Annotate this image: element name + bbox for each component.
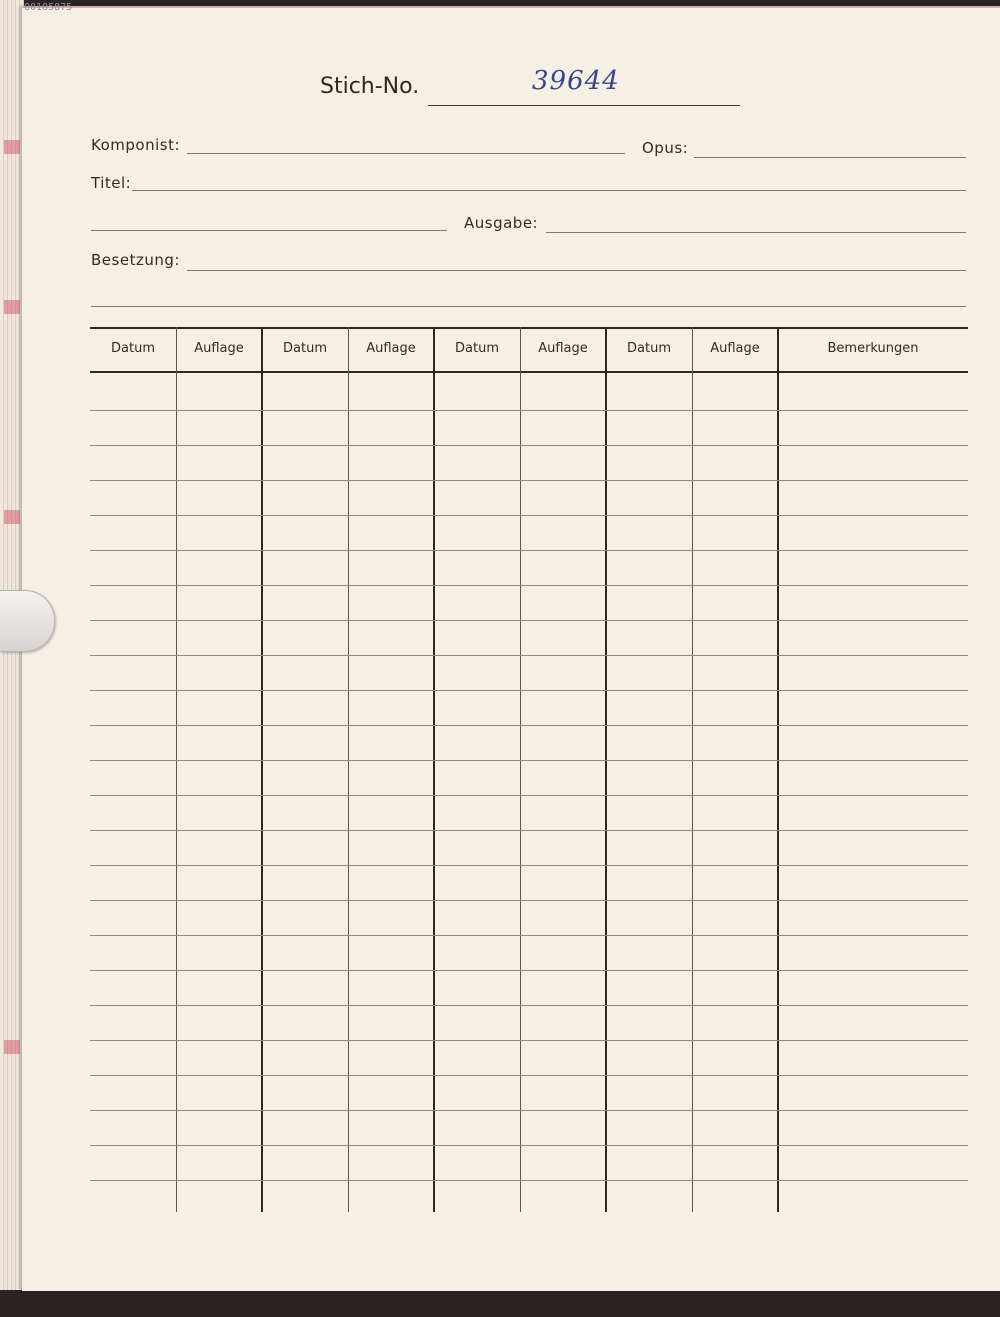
column-divider bbox=[520, 327, 521, 1212]
column-group-divider bbox=[605, 327, 607, 1212]
table-row[interactable] bbox=[90, 970, 968, 971]
stich-no-row bbox=[320, 66, 740, 108]
opus-label: Opus: bbox=[642, 139, 689, 157]
table-row[interactable] bbox=[90, 690, 968, 691]
table-row[interactable] bbox=[90, 410, 968, 411]
stich-no-value[interactable]: 39644 bbox=[532, 66, 620, 96]
column-group-divider bbox=[777, 327, 779, 1212]
table-row[interactable] bbox=[90, 830, 968, 831]
corner-stamp: 00105875 bbox=[24, 2, 73, 13]
column-divider bbox=[176, 327, 177, 1212]
besetzung-label: Besetzung: bbox=[91, 251, 180, 269]
index-card bbox=[22, 2, 1000, 1291]
column-divider bbox=[348, 327, 349, 1212]
titel-label: Titel: bbox=[91, 174, 132, 192]
table-row[interactable] bbox=[90, 445, 968, 446]
ausgabe-label: Ausgabe: bbox=[464, 214, 539, 232]
table-row[interactable] bbox=[90, 620, 968, 621]
table-top-rule bbox=[90, 327, 968, 329]
binding-red-mark bbox=[4, 300, 20, 314]
ausgabe-line[interactable] bbox=[546, 232, 966, 233]
table-row[interactable] bbox=[90, 795, 968, 796]
table-header-rule bbox=[90, 371, 968, 373]
table-row[interactable] bbox=[90, 1145, 968, 1146]
table-row[interactable] bbox=[90, 1005, 968, 1006]
table-row[interactable] bbox=[90, 480, 968, 481]
table-row[interactable] bbox=[90, 515, 968, 516]
column-header-bemerkungen: Bemerkungen bbox=[827, 341, 919, 356]
table-row[interactable] bbox=[90, 1180, 968, 1181]
column-header-datum: Datum bbox=[111, 341, 155, 356]
column-header-datum: Datum bbox=[627, 341, 671, 356]
table-row[interactable] bbox=[90, 725, 968, 726]
table-row[interactable] bbox=[90, 585, 968, 586]
column-divider bbox=[692, 327, 693, 1212]
column-group-divider bbox=[433, 327, 435, 1212]
table-row[interactable] bbox=[90, 760, 968, 761]
table-row[interactable] bbox=[90, 935, 968, 936]
table-row[interactable] bbox=[90, 655, 968, 656]
komponist-line[interactable] bbox=[187, 153, 625, 154]
stich-no-label: Stich-No. bbox=[320, 74, 420, 99]
binding-red-mark bbox=[4, 510, 20, 524]
binding-red-mark bbox=[4, 140, 20, 154]
besetzung-line[interactable] bbox=[187, 270, 966, 271]
column-header-datum: Datum bbox=[455, 341, 499, 356]
column-header-auflage: Auflage bbox=[538, 341, 588, 356]
column-header-datum: Datum bbox=[283, 341, 327, 356]
titel-line-2[interactable] bbox=[91, 230, 447, 231]
besetzung-line-2[interactable] bbox=[91, 306, 966, 307]
column-header-auflage: Auflage bbox=[194, 341, 244, 356]
titel-line[interactable] bbox=[132, 190, 966, 191]
table-row[interactable] bbox=[90, 865, 968, 866]
table-row[interactable] bbox=[90, 550, 968, 551]
table-row[interactable] bbox=[90, 1075, 968, 1076]
opus-line[interactable] bbox=[694, 157, 966, 158]
table-row[interactable] bbox=[90, 1110, 968, 1111]
table-row[interactable] bbox=[90, 900, 968, 901]
binding-red-mark bbox=[4, 1040, 20, 1054]
stich-no-line bbox=[428, 105, 740, 106]
column-group-divider bbox=[261, 327, 263, 1212]
print-run-table bbox=[90, 327, 968, 1217]
column-header-auflage: Auflage bbox=[710, 341, 760, 356]
komponist-label: Komponist: bbox=[91, 136, 181, 154]
table-row[interactable] bbox=[90, 1040, 968, 1041]
column-header-auflage: Auflage bbox=[366, 341, 416, 356]
